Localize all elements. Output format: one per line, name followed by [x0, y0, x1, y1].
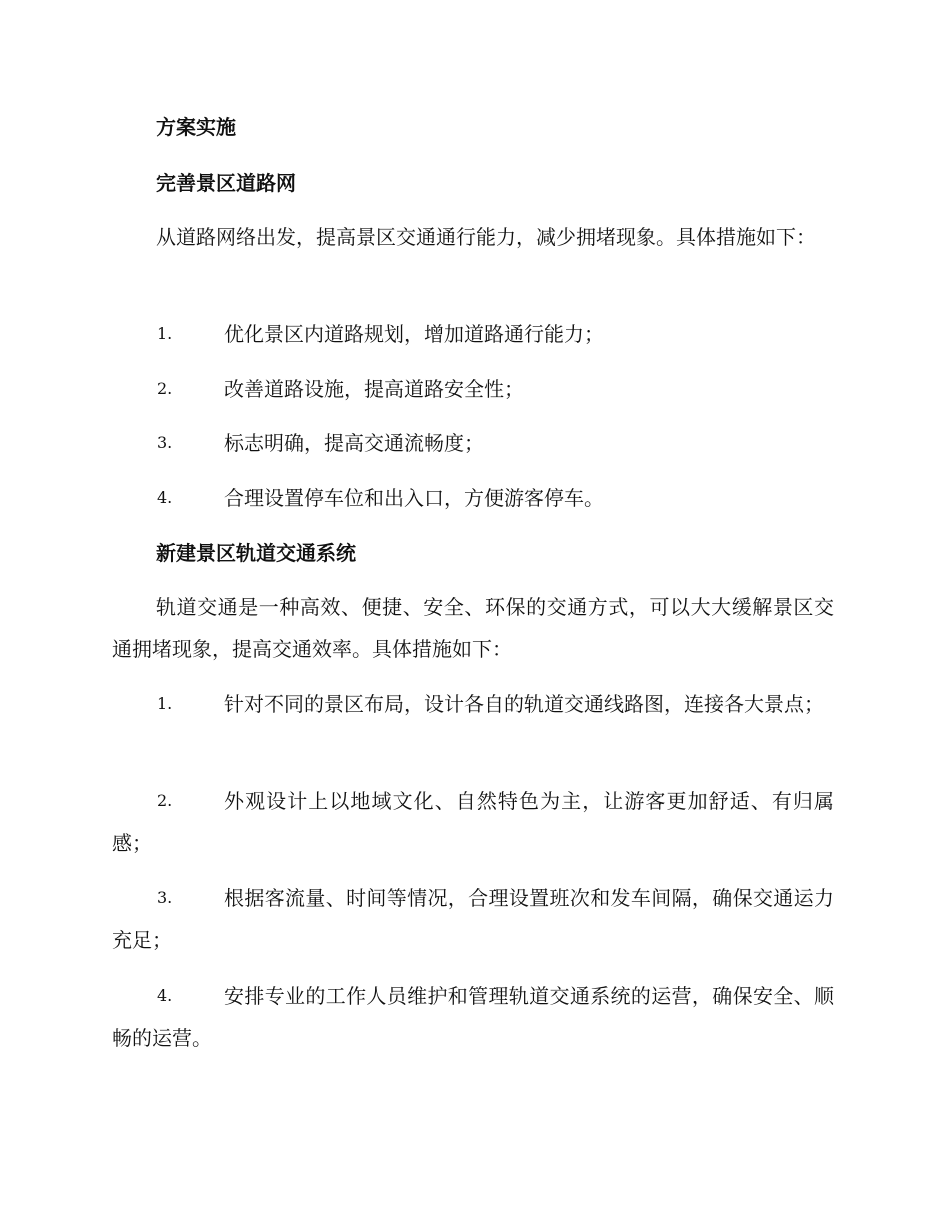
- list-item: [112, 477, 834, 519]
- list-item-text: 根据客流量、时间等情况，合理设置班次和发车间隔，确保交通运力充足；: [112, 886, 834, 952]
- list-item-text: 针对不同的景区布局，设计各自的轨道交通线路图，连接各大景点；: [224, 692, 824, 716]
- list-item-text: 改善道路设施，提高道路安全性；: [224, 377, 524, 401]
- road-network-heading: 完善景区道路网: [156, 171, 296, 195]
- list-item-number: 4.: [157, 488, 173, 507]
- list-item-number: 3.: [157, 888, 173, 907]
- list-item-number: 1.: [157, 324, 173, 343]
- list-item: [112, 422, 834, 464]
- road-network-intro: 从道路网络出发，提高景区交通通行能力，减少拥堵现象。具体措施如下：: [156, 225, 816, 249]
- list-item: [112, 780, 834, 864]
- list-item-text: 外观设计上以地域文化、自然特色为主，让游客更加舒适、有归属感；: [112, 789, 834, 855]
- rail-system-intro: 轨道交通是一种高效、便捷、安全、环保的交通方式，可以大大缓解景区交通拥堵现象，提高交通效率。具体措施如下：: [112, 595, 834, 661]
- list-item-number: 2.: [157, 791, 173, 810]
- list-item: [112, 368, 834, 410]
- list-item-number: 3.: [157, 433, 173, 452]
- list-item-number: 2.: [157, 379, 173, 398]
- list-item-number: 4.: [157, 986, 173, 1005]
- section-title: 方案实施: [156, 115, 236, 139]
- list-item-text: 合理设置停车位和出入口，方便游客停车。: [224, 486, 604, 510]
- list-item-text: 安排专业的工作人员维护和管理轨道交通系统的运营，确保安全、顺畅的运营。: [112, 984, 834, 1050]
- list-item-number: 1.: [157, 694, 173, 713]
- list-item-text: 标志明确，提高交通流畅度；: [224, 431, 484, 455]
- list-item: [112, 313, 834, 355]
- rail-system-heading: 新建景区轨道交通系统: [156, 541, 356, 565]
- list-item: [112, 683, 834, 725]
- list-item: [112, 877, 834, 961]
- list-item: [112, 975, 834, 1059]
- list-item-text: 优化景区内道路规划，增加道路通行能力；: [224, 322, 604, 346]
